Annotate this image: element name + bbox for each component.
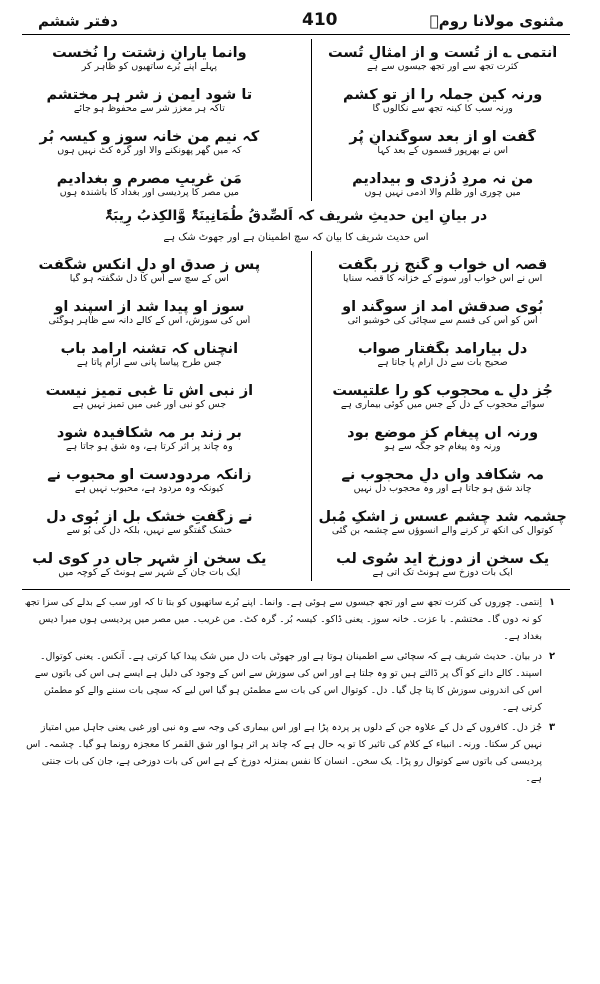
- translation-line: [14, 315, 578, 331]
- footnote: [22, 648, 562, 716]
- footnote-text: جُز دل۔ کافروں کے دل کے علاوہ جن کے دلوں پر پردہ پڑا ہے اور اس بیماری کی وجہ سے وہ نبی اور غبی یعنی جاہل میں امتیاز نہیں کر سکتا۔ ورنہ۔ انبیاء کے کلام کی تاثیر کا تو یہ حال ہے کہ چاند پر اثر ہوا اور شق القمر کا معجزہ رونما ہو گیا۔ چشمہ۔ اس پردیسی کی باتوں سے کوتوال رو پڑا۔ یک سخن۔ انسان کا نفس بمنزلہ دوزخ کے ہے اس کی بات دوزخی ہے، جان کی بات جنتی ہے۔: [26, 722, 542, 784]
- column-divider: [311, 251, 312, 581]
- translation-left: پہلے اپنے بُرے ساتھیوں کو ظاہر کر: [81, 61, 217, 72]
- verse-line: [14, 415, 578, 441]
- translation-right: صحیح بات سے دل آرام پا جاتا ہے: [377, 357, 508, 368]
- footnote: [22, 594, 562, 645]
- translation-left: ایک بات جان کے شہر سے ہونٹ کے کوچہ میں: [58, 567, 241, 578]
- hemistich-left: وانما یارانِ زشتت را نُخست: [52, 45, 247, 61]
- verse-line: [14, 119, 578, 145]
- hemistich-right: چشمہ شد چشم عسس ز اشکِ مُبل: [318, 509, 567, 525]
- footnote-number: ۳: [548, 722, 556, 733]
- translation-left: کہ میں گھر پھونکنے والا اور گرہ کٹ نہیں ہوں: [57, 145, 242, 156]
- translation-left: خشک گفتگو سے نہیں، بلکہ دل کی بُو سے: [66, 525, 233, 536]
- translation-line: [14, 103, 578, 119]
- translation-line: [14, 483, 578, 499]
- hemistich-right: بُوی صدقش آمد از سوگند او: [342, 299, 544, 315]
- translation-left: میں مصر کا پردیسی اور بغداد کا باشندہ ہوں: [59, 187, 239, 198]
- translation-right: ایک بات دوزخ سے ہونٹ تک آتی ہے: [372, 567, 513, 578]
- translation-line: [14, 525, 578, 541]
- hemistich-left: تا شود ایمن ز شر ہر مختشم: [46, 87, 253, 103]
- hemistich-right: ورنہ کین جملہ را از تو کشم: [342, 87, 543, 103]
- verse-line: [14, 457, 578, 483]
- footnote-number: ۱: [548, 597, 556, 608]
- hemistich-left: سوز او پیدا شد از اسپند او: [54, 299, 245, 315]
- translation-line: [14, 145, 578, 161]
- translation-left: اُس کی سوزش، اس کے کالے دانہ سے ظاہر ہوگئی: [48, 315, 251, 326]
- translation-left: کیونکہ وہ مردود ہے، محبوب نہیں ہے: [74, 483, 224, 494]
- hemistich-left: یک سخن از شہرِ جاں در کوی لب: [32, 551, 267, 567]
- hemistich-left: آنچناں کہ تشنہ آرامد بآب: [60, 341, 239, 357]
- hemistich-right: گفت او از بعد سوگندانِ پُر: [349, 129, 536, 145]
- translation-left: جس طرح پیاسا پانی سے آرام پاتا ہے: [76, 357, 222, 368]
- verse-line: [14, 77, 578, 103]
- verse-line: [14, 541, 578, 567]
- verse-line: [14, 289, 578, 315]
- hemistich-left: نے زگفتِ خشک بل از بُوی دل: [46, 509, 253, 525]
- column-divider: [311, 39, 312, 201]
- hemistich-left: از نبی اش تا غبی تمیز نیست: [45, 383, 254, 399]
- translation-right: اس نے اس خواب اور سونے کے خزانہ کا قصہ سنایا: [343, 273, 543, 284]
- translation-right: کثرت تجھ سے اور تجھ جیسوں سے ہے: [366, 61, 519, 72]
- section-heading-translation: اس حدیث شریف کا بیان کہ سچ اطمینان ہے اور جھوٹ شک ہے: [163, 232, 429, 243]
- translation-line: [14, 399, 578, 415]
- page-number: 410: [302, 10, 338, 30]
- verse-line: [14, 499, 578, 525]
- verse-line: [14, 331, 578, 357]
- translation-line: [14, 61, 578, 77]
- translation-right: میں چوری اور ظلم والا آدمی نہیں ہوں: [364, 187, 521, 198]
- verse-line: [14, 35, 578, 61]
- hemistich-right: ورنہ آں پیغام کز موضع بود: [347, 425, 539, 441]
- footnote-text: اِنتمی۔ چوروں کی کثرت تجھ سے اور تجھ جیسوں سے ہوئی ہے۔ وانما۔ اپنے بُرے ساتھیوں کو بتا تا کہ اور سب کے بدلے کی سزا تجھ کو نہ دوں گا۔ مختشم۔ با عزت۔ خانہ سوز۔ یعنی ڈاکو۔ کیسہ بُر۔ گرہ کٹ۔ من غریب۔ میں مصر میں پردیسی ہوں میرا دیس بغداد ہے۔: [24, 597, 542, 642]
- hemistich-right: یک سخن از دوزخ آید سُوی لب: [336, 551, 550, 567]
- hemistich-left: کہ نیم من خانہ سوز و کیسہ بُر: [39, 129, 260, 145]
- book-title: دفتر ششم: [38, 12, 118, 30]
- translation-line: [14, 273, 578, 289]
- verse-line: [14, 247, 578, 273]
- translation-right: ورنہ وہ پیغام جو جگہ سے ہو: [384, 441, 501, 452]
- hemistich-left: بر زند بر مہ شکافیدہ شود: [56, 425, 242, 441]
- verse-body: [14, 35, 578, 583]
- running-title: مثنوی مولانا رومؒ: [429, 12, 564, 30]
- translation-left: جس کو نبی اور غبی میں تمیز نہیں ہے: [72, 399, 227, 410]
- translation-right: کوتوال کی آنکھ تر کرنے والے آنسوؤں سے چشمہ بن گئی: [331, 525, 554, 536]
- hemistich-left: زانکہ مردودست او محبوب نے: [47, 467, 252, 483]
- translation-left: تاکہ ہر معزز شر سے محفوظ ہو جائے: [73, 103, 225, 114]
- page-header: [14, 6, 578, 32]
- hemistich-left: مَن غریبِ مصرم و بغدادیم: [56, 171, 242, 187]
- translation-left: اس کے سچ سے اُس کا دل شگفتہ ہو گیا: [69, 273, 229, 284]
- hemistich-right: جُز دلِ ؎ محجوب کو را علتیست: [332, 383, 553, 399]
- translation-right: سوائے محجوب کے دل کے جس میں کوئی بیماری ہے: [340, 399, 545, 410]
- verse-line: [14, 373, 578, 399]
- hemistich-right: قصہ آں خواب و گنجِ زر بگفت: [338, 257, 548, 273]
- hemistich-right: اُنتمی ؎ از تُست و از امثالِ تُست: [328, 45, 558, 61]
- footnote-number: ۲: [548, 651, 556, 662]
- hemistich-right: من نہ مردِ دُزدی و بیدادیم: [352, 171, 534, 187]
- verse-line: [14, 161, 578, 187]
- footnotes: [14, 590, 578, 787]
- translation-right: اس نے بھرپور قسموں کے بعد کہا: [377, 145, 508, 156]
- hemistich-left: پس ز صدقِ او دلِ آنکس شگفت: [38, 257, 261, 273]
- footnote-text: در بیان۔ حدیث شریف ہے کہ سچائی سے اطمینان ہوتا ہے اور جھوٹی بات دل میں شک پیدا کیا کرتی ہے۔ آنکس۔ یعنی کوتوال۔ اسپند۔ کالے دانے کو آگ پر ڈالتے ہیں تو وہ جلتا ہے اور اس کی سوزش سے اس کے وجود کی دلیل ہے ایسے ہی اس کی باتوں سے اس کی اندرونی سوزش کا پتا چل گیا۔ دل۔ کوتوال اس کی بات سے مطمئن ہو گیا اس لیے کہ سچی بات سننے والے کو مطمئن کرتی ہے۔: [34, 651, 542, 713]
- translation-left: وہ چاند پر اثر کرتا ہے، وہ شق ہو جاتا ہے: [66, 441, 233, 452]
- translation-line: [14, 357, 578, 373]
- translation-right: ورنہ سب کا کینہ تجھ سے نکالوں گا: [372, 103, 513, 114]
- hemistich-right: دل بیارامد بگفتارِ صواب: [357, 341, 528, 357]
- translation-line: [14, 441, 578, 457]
- footnote: [22, 719, 562, 787]
- translation-right: چاند شق ہو جاتا ہے اور وہ محجوب دل نہیں: [353, 483, 532, 494]
- translation-line: [14, 187, 578, 203]
- hemistich-right: مہ شکافد واں دلِ محجوب نے: [341, 467, 544, 483]
- translation-line: [14, 567, 578, 583]
- translation-right: اُس کو اُس کی قسم سے سچائی کی خوشبو آئی: [347, 315, 538, 326]
- section-heading: در بیانِ این حدیثِ شریف کہ اَلصِّدقُ طُمَانِینَۃٌ وَّالکِذبُ رِیبَۃٌ: [104, 208, 488, 224]
